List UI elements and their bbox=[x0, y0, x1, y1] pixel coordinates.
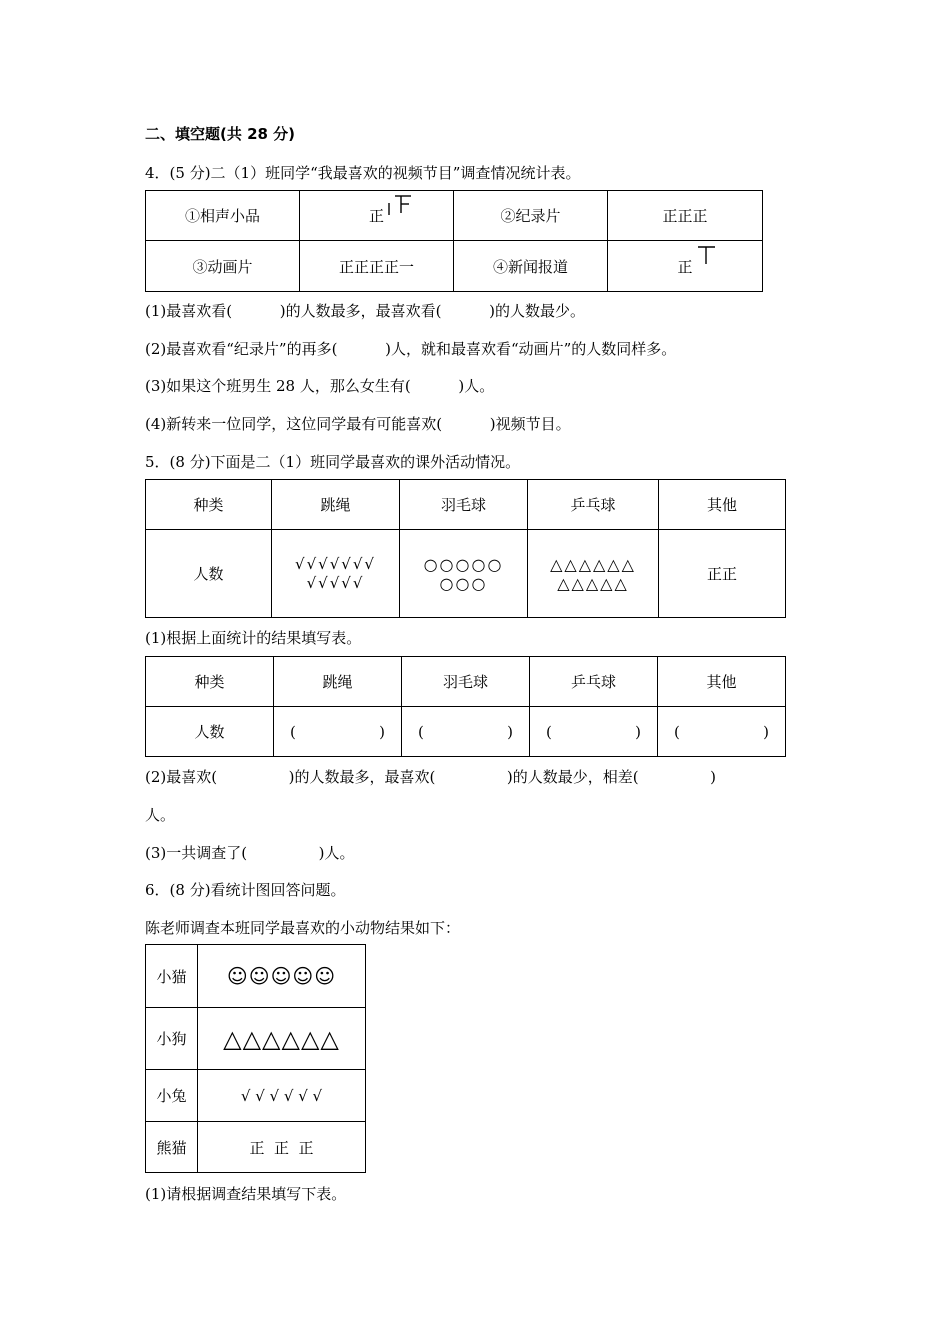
tally-partial-mark bbox=[387, 193, 413, 217]
section-title: 二、填空题(共 28 分) bbox=[145, 125, 296, 143]
q4-tally-cell: 正正正正一 bbox=[300, 241, 454, 292]
header-cell: 羽毛球 bbox=[402, 657, 530, 707]
checkmark-symbols: √√√√√ bbox=[306, 573, 365, 592]
q5-sub1: (1)根据上面统计的结果填写表。 bbox=[145, 629, 362, 647]
paren-open: ( bbox=[290, 722, 296, 741]
q4-sub1: (1)最喜欢看( )的人数最多，最喜欢看( )的人数最少。 bbox=[145, 302, 586, 320]
answer-blank[interactable] bbox=[530, 707, 658, 757]
row-label: 人数 bbox=[146, 707, 274, 757]
tally-partial-mark bbox=[695, 244, 717, 268]
paren-close: ) bbox=[763, 722, 769, 741]
paren-close: ) bbox=[635, 722, 641, 741]
triangle-symbols: △△△△△△ bbox=[550, 554, 636, 574]
header-cell: 羽毛球 bbox=[400, 480, 528, 530]
header-cell: 乒乓球 bbox=[528, 480, 659, 530]
smiley-icons bbox=[198, 945, 366, 1008]
q4-sub2: (2)最喜欢看“纪录片”的再多( )人，就和最喜欢看“动画片”的人数同样多。 bbox=[145, 340, 677, 358]
tally-cell-badminton bbox=[400, 530, 528, 618]
triangle-icon: △△△△△△ bbox=[223, 1024, 340, 1053]
triangle-symbols: △△△△△ bbox=[557, 573, 629, 593]
tally-cell-jump-rope bbox=[272, 530, 400, 618]
q5-tally-table bbox=[145, 479, 786, 618]
animal-label: 小兔 bbox=[146, 1070, 198, 1122]
q4-cell-label: ②纪录片 bbox=[454, 191, 608, 241]
tally-symbols: 正 正 正 bbox=[198, 1122, 366, 1173]
q6-sub1: (1)请根据调查结果填写下表。 bbox=[145, 1185, 347, 1203]
q4-cell-label: ③动画片 bbox=[146, 241, 300, 292]
answer-blank[interactable] bbox=[658, 707, 786, 757]
row-label: 人数 bbox=[146, 530, 272, 618]
answer-blank[interactable] bbox=[274, 707, 402, 757]
q4-tally-cell bbox=[300, 191, 454, 241]
q4-title: 4．(5 分)二（1）班同学“我最喜欢的视频节目”调查情况统计表。 bbox=[145, 164, 581, 182]
circle-symbols: ○○○○○ bbox=[423, 554, 504, 574]
triangle-icons bbox=[198, 1008, 366, 1070]
q4-cell-label: ①相声小品 bbox=[146, 191, 300, 241]
animal-label: 小猫 bbox=[146, 945, 198, 1008]
q4-cell-label: ④新闻报道 bbox=[454, 241, 608, 292]
q5-sub2-line2: 人。 bbox=[145, 806, 176, 824]
q6-animal-table bbox=[145, 944, 366, 1173]
header-cell: 其他 bbox=[659, 480, 786, 530]
smiley-icon: ☺☺☺☺☺ bbox=[226, 964, 337, 988]
header-cell: 跳绳 bbox=[274, 657, 402, 707]
header-cell: 种类 bbox=[146, 480, 272, 530]
q4-sub4: (4)新转来一位同学，这位同学最有可能喜欢( )视频节目。 bbox=[145, 415, 571, 433]
tally-cell-other: 正正 bbox=[659, 530, 786, 618]
header-cell: 种类 bbox=[146, 657, 274, 707]
tally-cell-pingpong bbox=[528, 530, 659, 618]
header-cell: 乒乓球 bbox=[530, 657, 658, 707]
header-cell: 其他 bbox=[658, 657, 786, 707]
paren-close: ) bbox=[379, 722, 385, 741]
answer-blank[interactable] bbox=[402, 707, 530, 757]
q6-intro: 陈老师调查本班同学最喜欢的小动物结果如下： bbox=[145, 919, 461, 937]
paren-open: ( bbox=[546, 722, 552, 741]
paren-close: ) bbox=[507, 722, 513, 741]
animal-label: 小狗 bbox=[146, 1008, 198, 1070]
tally-text: 正 bbox=[677, 257, 693, 276]
q4-table bbox=[145, 190, 763, 292]
q5-sub2-line1: (2)最喜欢( )的人数最多，最喜欢( )的人数最少，相差( ) bbox=[145, 768, 716, 786]
q5-title: 5．(8 分)下面是二（1）班同学最喜欢的课外活动情况。 bbox=[145, 453, 521, 471]
q4-sub3: (3)如果这个班男生 28 人，那么女生有( )人。 bbox=[145, 377, 495, 395]
q4-tally-cell bbox=[608, 241, 763, 292]
checkmark-symbols: √√√√√√√ bbox=[295, 554, 376, 573]
paren-open: ( bbox=[418, 722, 424, 741]
tally-text: 正 bbox=[368, 207, 384, 225]
circle-symbols: ○○○ bbox=[439, 573, 488, 593]
q5-fill-table bbox=[145, 656, 786, 757]
header-cell: 跳绳 bbox=[272, 480, 400, 530]
animal-label: 熊猫 bbox=[146, 1122, 198, 1173]
q4-tally-cell: 正正正 bbox=[608, 191, 763, 241]
paren-open: ( bbox=[674, 722, 680, 741]
q6-title: 6．(8 分)看统计图回答问题。 bbox=[145, 881, 346, 899]
q5-sub3: (3)一共调查了( )人。 bbox=[145, 844, 355, 862]
checkmark-icons: √ √ √ √ √ √ bbox=[198, 1070, 366, 1122]
